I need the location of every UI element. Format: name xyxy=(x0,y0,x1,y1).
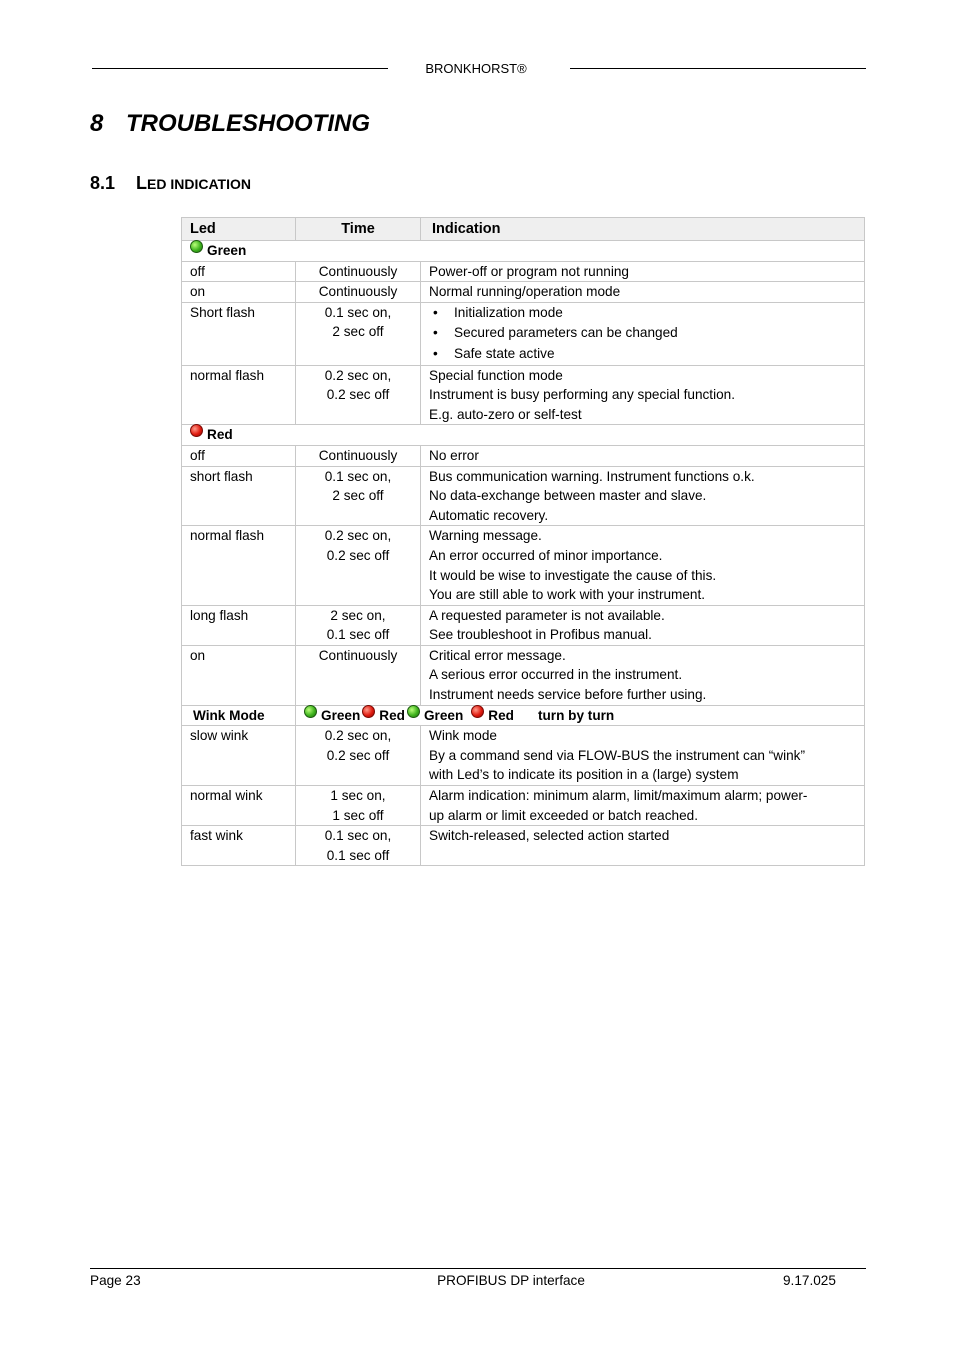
indication-bullet: • Secured parameters can be changed xyxy=(454,323,856,344)
led-state-cell: normal flash xyxy=(182,526,296,605)
led-state-cell: off xyxy=(182,445,296,466)
led-state-cell: fast wink xyxy=(182,826,296,866)
green-led-icon xyxy=(190,240,203,253)
indication-line: Instrument needs service before further using. xyxy=(429,687,707,703)
wink-sequence-label: Green xyxy=(423,707,464,723)
indication-line: up alarm or limit exceeded or batch reached. xyxy=(429,807,698,823)
chapter-title: TROUBLESHOOTING xyxy=(126,110,370,137)
indication-line: Special function mode xyxy=(429,367,563,383)
footer-title: PROFIBUS DP interface xyxy=(437,1273,585,1288)
indication-cell xyxy=(421,365,865,425)
indication-cell xyxy=(421,605,865,645)
section-number: 8.1 xyxy=(90,173,116,193)
time-line: 2 sec on, xyxy=(330,607,386,623)
time-line: 2 sec off xyxy=(332,324,384,340)
chapter-heading xyxy=(90,110,370,138)
wink-sequence-suffix: turn by turn xyxy=(537,707,615,723)
indication-line: Alarm indication: minimum alarm, limit/maximum alarm; power- xyxy=(429,788,808,804)
indication-line: See troubleshoot in Profibus manual. xyxy=(429,627,652,643)
time-cell xyxy=(296,526,421,605)
indication-line: A requested parameter is not available. xyxy=(429,607,665,623)
indication-line: Wink mode xyxy=(429,728,497,744)
table-row xyxy=(182,365,865,425)
column-header-time: Time xyxy=(296,218,421,241)
indication-cell xyxy=(421,526,865,605)
time-line: 0.2 sec off xyxy=(326,547,390,563)
chapter-number: 8 xyxy=(90,110,104,137)
indication-line: Warning message. xyxy=(429,528,542,544)
time-cell xyxy=(296,826,421,866)
time-line: Continuously xyxy=(318,284,398,300)
indication-cell xyxy=(421,726,865,786)
indication-line: No error xyxy=(429,447,479,463)
time-line: Continuously xyxy=(318,263,398,279)
indication-cell xyxy=(421,445,865,466)
led-state-cell: Short flash xyxy=(182,302,296,365)
section-title-rest: ED INDICATION xyxy=(147,176,251,192)
green-led-icon xyxy=(304,705,317,718)
indication-line: E.g. auto-zero or self-test xyxy=(429,406,582,422)
column-header-indication: Indication xyxy=(421,218,865,241)
table-row xyxy=(182,302,865,365)
footer-rule xyxy=(90,1268,866,1269)
indication-line: Switch-released, selected action started xyxy=(429,828,670,844)
green-led-icon xyxy=(407,705,420,718)
time-line: 1 sec off xyxy=(332,807,384,823)
indication-cell xyxy=(421,826,865,866)
header-rule-left xyxy=(92,68,388,69)
time-cell xyxy=(296,605,421,645)
time-line: 0.2 sec off xyxy=(326,387,390,403)
led-state-cell: long flash xyxy=(182,605,296,645)
time-line: 0.2 sec on, xyxy=(324,528,392,544)
led-state-cell: on xyxy=(182,282,296,303)
time-line: 2 sec off xyxy=(332,488,384,504)
table-row xyxy=(182,645,865,705)
indication-cell xyxy=(421,282,865,303)
indication-cell xyxy=(421,466,865,526)
led-state-cell: short flash xyxy=(182,466,296,526)
led-state-cell: on xyxy=(182,645,296,705)
time-line: 0.2 sec on, xyxy=(324,367,392,383)
time-cell xyxy=(296,726,421,786)
header-rule-right xyxy=(570,68,866,69)
wink-sequence xyxy=(296,705,865,726)
group-label-red: Red xyxy=(207,427,233,443)
indication-line: No data-exchange between master and slave. xyxy=(429,488,707,504)
time-cell xyxy=(296,282,421,303)
time-line: 0.1 sec on, xyxy=(324,828,392,844)
indication-cell xyxy=(421,261,865,282)
indication-bullet-list xyxy=(429,303,856,365)
time-line: 0.1 sec off xyxy=(326,627,390,643)
table-row xyxy=(182,726,865,786)
indication-line: You are still able to work with your instrument. xyxy=(429,587,706,603)
time-cell xyxy=(296,302,421,365)
section-title-initial: L xyxy=(136,173,147,193)
time-cell xyxy=(296,466,421,526)
wink-sequence-label: Green xyxy=(321,707,361,723)
time-line: Continuously xyxy=(318,647,398,663)
time-line: 1 sec on, xyxy=(330,788,386,804)
red-led-icon xyxy=(471,705,484,718)
time-line: Continuously xyxy=(318,447,398,463)
table-row xyxy=(182,445,865,466)
indication-line: Power-off or program not running xyxy=(429,263,629,279)
time-line: 0.1 sec on, xyxy=(324,304,392,320)
group-row-green xyxy=(182,241,865,262)
indication-line: It would be wise to investigate the cause of this. xyxy=(429,567,717,583)
indication-line: Bus communication warning. Instrument functions o.k. xyxy=(429,468,755,484)
indication-line: By a command send via FLOW-BUS the instrument can “wink” xyxy=(429,747,805,763)
time-line: 0.2 sec on, xyxy=(324,728,392,744)
indication-cell xyxy=(421,645,865,705)
time-cell xyxy=(296,645,421,705)
table-row xyxy=(182,282,865,303)
wink-sequence-label: Red xyxy=(488,707,514,723)
indication-line: An error occurred of minor importance. xyxy=(429,547,663,563)
led-state-cell: off xyxy=(182,261,296,282)
time-line: 0.2 sec off xyxy=(326,747,390,763)
time-cell xyxy=(296,445,421,466)
time-line: 0.1 sec off xyxy=(326,847,390,863)
indication-line: Instrument is busy performing any special function. xyxy=(429,387,736,403)
time-cell xyxy=(296,365,421,425)
footer-doc-number: 9.17.025 xyxy=(783,1273,836,1288)
led-state-cell: slow wink xyxy=(182,726,296,786)
column-header-led: Led xyxy=(182,218,296,241)
led-state-cell: normal flash xyxy=(182,365,296,425)
time-line: 0.1 sec on, xyxy=(324,468,392,484)
indication-cell xyxy=(421,302,865,365)
indication-line: Automatic recovery. xyxy=(429,507,549,523)
group-label-wink: Wink Mode xyxy=(182,705,296,726)
led-state-cell: normal wink xyxy=(182,786,296,826)
table-header-row xyxy=(182,218,865,241)
indication-bullet: • Initialization mode xyxy=(454,303,856,324)
led-indication-table xyxy=(181,217,865,866)
time-cell xyxy=(296,786,421,826)
time-cell xyxy=(296,261,421,282)
indication-line: with Led’s to indicate its position in a (large) system xyxy=(429,767,739,783)
indication-line: Normal running/operation mode xyxy=(429,284,621,300)
red-led-icon xyxy=(190,424,203,437)
table-row xyxy=(182,466,865,526)
indication-line: A serious error occurred in the instrument. xyxy=(429,667,683,683)
indication-bullet: • Safe state active xyxy=(454,344,856,365)
indication-cell xyxy=(421,786,865,826)
indication-line: Critical error message. xyxy=(429,647,566,663)
table-row xyxy=(182,786,865,826)
table-row xyxy=(182,826,865,866)
group-label-green: Green xyxy=(207,243,247,258)
section-heading xyxy=(90,173,251,194)
red-led-icon xyxy=(362,705,375,718)
footer-page: Page 23 xyxy=(90,1273,141,1288)
group-row-wink xyxy=(182,705,865,726)
group-row-red xyxy=(182,425,865,446)
table-row xyxy=(182,526,865,605)
header-brand: BRONKHORST® xyxy=(425,61,527,76)
wink-sequence-label: Red xyxy=(379,707,405,723)
table-row xyxy=(182,261,865,282)
table-row xyxy=(182,605,865,645)
